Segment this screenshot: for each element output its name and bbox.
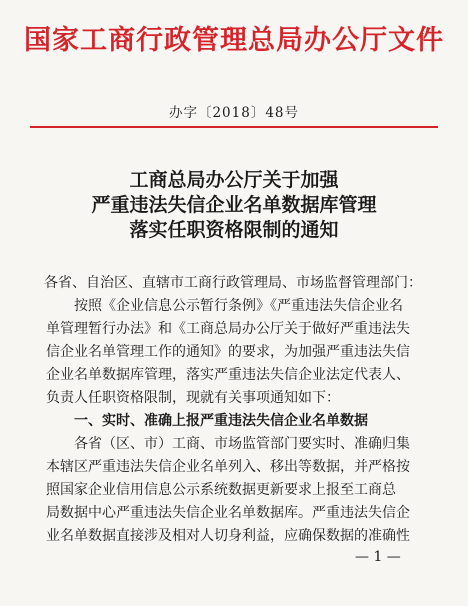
paragraph-line: 本辖区严重违法失信企业名单列入、移出等数据，并严格按 <box>46 459 410 475</box>
paragraph-line: 照国家企业信用信息公示系统数据更新要求上报至工商总 <box>46 482 396 498</box>
paragraph-line: 单管理暂行办法》和《工商总局办公厅关于做好严重违法失 <box>46 321 410 337</box>
page-number: — 1 — <box>355 549 401 565</box>
paragraph-line: 各省（区、市）工商、市场监管部门要实时、准确归集 <box>74 436 410 452</box>
title-line: 工商总局办公厅关于加强 <box>129 169 339 191</box>
title-line: 落实任职资格限制的通知 <box>129 219 339 241</box>
paragraph-line: 局数据中心严重违法失信企业名单数据库。严重违法失信企 <box>46 505 410 521</box>
paragraph-line: 负责人任职资格限制，现就有关事项通知如下： <box>46 390 340 406</box>
title-line: 严重违法失信企业名单数据库管理 <box>91 194 377 216</box>
paragraph-line: 按照《企业信息公示暂行条例》《严重违法失信企业名 <box>74 298 403 314</box>
document-body <box>46 272 436 548</box>
document-number: 办字〔2018〕48号 <box>168 105 300 121</box>
issuer-header-title: 国家工商行政管理总局办公厅文件 <box>24 25 444 56</box>
document-title <box>0 168 468 243</box>
paragraph-line: 信企业名单管理工作的通知》的要求，为加强严重违法失信 <box>46 344 410 360</box>
paragraph-line: 业名单数据直接涉及相对人切身利益，应确保数据的准确性 <box>46 528 410 544</box>
section-heading: 一、实时、准确上报严重违法失信企业名单数据 <box>74 413 368 429</box>
salutation: 各省、自治区、直辖市工商行政管理局、市场监督管理部门： <box>44 275 422 291</box>
paragraph-line: 企业名单数据库管理，落实严重违法失信企业法定代表人、 <box>46 367 410 383</box>
red-divider-line <box>30 126 438 128</box>
